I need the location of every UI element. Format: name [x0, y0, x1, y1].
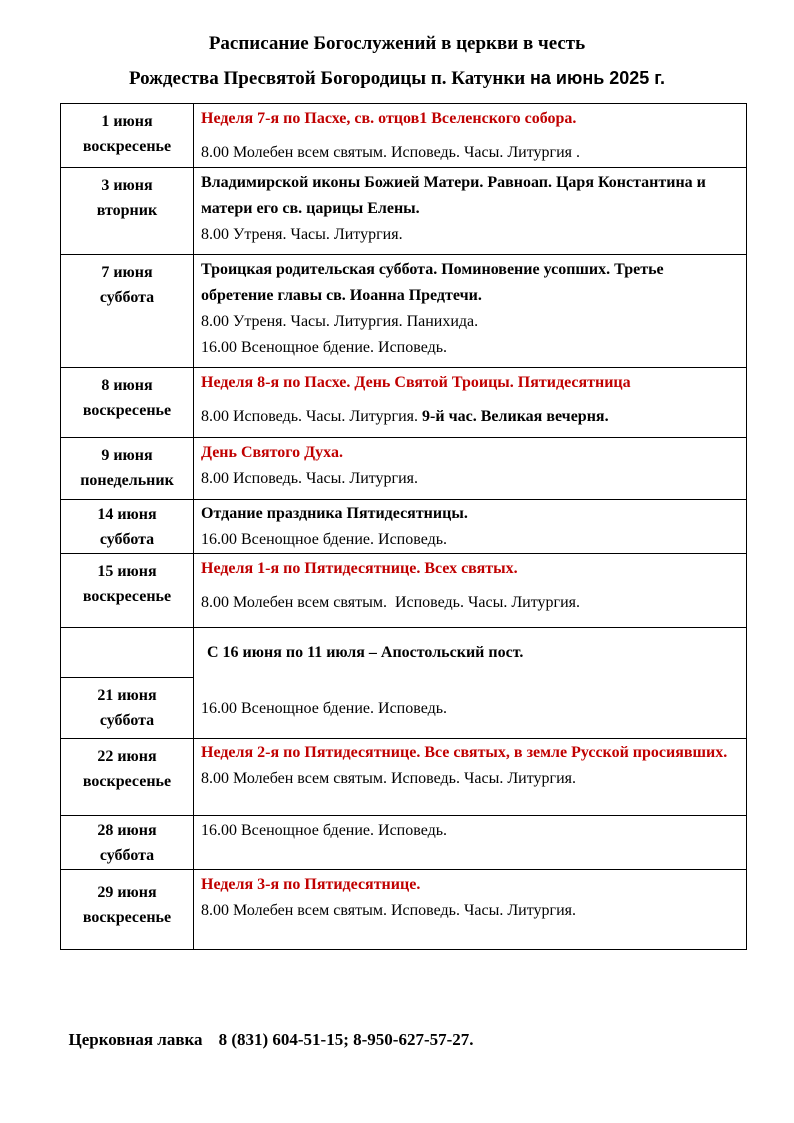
service-time-line: 16.00 Всенощное бдение. Исповедь.	[201, 339, 448, 356]
fast-notice: С 16 июня по 11 июля – Апостольский пост.	[207, 644, 524, 661]
service-time-line: 16.00 Всенощное бдение. Исповедь.	[201, 700, 448, 717]
service-time-line	[201, 404, 738, 430]
table-row	[61, 554, 747, 628]
date-cell	[61, 168, 194, 255]
table-row	[61, 628, 747, 678]
date-weekday: воскресенье	[82, 773, 172, 790]
feast-title: Неделя 2-я по Пятидесятнице. Все святых, в земле Русской просиявших.	[201, 744, 728, 761]
date-weekday: вторник	[96, 202, 158, 219]
phone-numbers: 8 (831) 604-51-15; 8-950-627-57-27.	[218, 1030, 474, 1049]
date-weekday: воскресенье	[82, 909, 172, 926]
service-time-line: 16.00 Всенощное бдение. Исповедь.	[201, 822, 448, 839]
table-row	[61, 368, 747, 438]
date-weekday: воскресенье	[82, 588, 172, 605]
date-day: 15 июня	[97, 563, 157, 580]
table-row	[61, 870, 747, 950]
date-day: 14 июня	[97, 506, 157, 523]
date-cell	[61, 368, 194, 438]
page-title-line2	[0, 68, 794, 90]
date-day: 8 июня	[101, 377, 153, 394]
date-cell	[61, 255, 194, 368]
date-cell	[61, 870, 194, 950]
table-row	[61, 500, 747, 554]
page-title-line2-main: Рождества Пресвятой Богородицы п. Катунки	[129, 68, 530, 89]
service-time-line: 8.00 Исповедь. Часы. Литургия.	[201, 470, 419, 487]
feast-title: Неделя 8-я по Пасхе. День Святой Троицы. Пятидесятница	[201, 374, 631, 391]
service-time-line: 8.00 Молебен всем святым. Исповедь. Часы. Литургия.	[201, 770, 576, 787]
services-cell	[194, 104, 747, 168]
table-row	[61, 816, 747, 870]
services-cell	[194, 554, 747, 628]
services-cell	[194, 816, 747, 870]
date-day: 29 июня	[97, 884, 157, 901]
page-title-line2-tail: на июнь 2025 г.	[530, 68, 665, 88]
feast-title: Владимирской иконы Божией Матери. Равноап. Царя Константина и матери его св. царицы Елены.	[201, 174, 710, 217]
date-cell	[61, 678, 194, 739]
feast-title: Неделя 1-я по Пятидесятнице. Всех святых.	[201, 560, 518, 577]
fast-notice-cell	[194, 628, 747, 739]
date-cell	[61, 739, 194, 816]
date-cell-empty	[61, 628, 194, 678]
services-cell	[194, 368, 747, 438]
date-weekday: суббота	[99, 712, 155, 729]
date-day: 3 июня	[101, 177, 153, 194]
church-shop-label: Церковная лавка	[68, 1030, 203, 1049]
page-title-line1: Расписание Богослужений в церкви в честь	[208, 33, 586, 54]
date-weekday: воскресенье	[82, 402, 172, 419]
date-weekday: воскресенье	[82, 138, 172, 155]
service-time-line: 8.00 Утреня. Часы. Литургия. Панихида.	[201, 313, 479, 330]
date-cell	[61, 554, 194, 628]
table-row	[61, 104, 747, 168]
feast-title: Неделя 7-я по Пасхе, св. отцов1 Вселенского собора.	[201, 110, 577, 127]
date-day: 21 июня	[97, 687, 157, 704]
date-cell	[61, 500, 194, 554]
date-weekday: суббота	[99, 289, 155, 306]
footer-contact	[60, 1010, 474, 1050]
table-row	[61, 255, 747, 368]
service-time-line: 8.00 Молебен всем святым. Исповедь. Часы. Литургия .	[201, 144, 580, 161]
service-schedule-table	[60, 103, 747, 950]
service-time-text: 8.00 Исповедь. Часы. Литургия.	[201, 408, 423, 425]
service-time-line: 8.00 Утреня. Часы. Литургия.	[201, 226, 403, 243]
feast-title: День Святого Духа.	[201, 444, 343, 461]
table-row	[61, 739, 747, 816]
date-cell	[61, 438, 194, 500]
table-row	[61, 438, 747, 500]
services-cell	[194, 739, 747, 816]
table-row	[61, 168, 747, 255]
services-cell	[194, 168, 747, 255]
date-weekday: суббота	[99, 847, 155, 864]
services-cell	[194, 438, 747, 500]
date-day: 22 июня	[97, 748, 157, 765]
feast-title: Неделя 3-я по Пятидесятнице.	[201, 876, 421, 893]
date-cell	[61, 816, 194, 870]
service-time-line: 8.00 Молебен всем святым. Исповедь. Часы. Литургия.	[201, 594, 580, 611]
date-day: 28 июня	[97, 822, 157, 839]
service-time-line: 16.00 Всенощное бдение. Исповедь.	[201, 531, 448, 548]
date-day: 1 июня	[101, 113, 153, 130]
feast-title: Отдание праздника Пятидесятницы.	[201, 505, 468, 522]
date-cell	[61, 104, 194, 168]
date-weekday: понедельник	[80, 472, 174, 489]
date-day: 9 июня	[101, 447, 153, 464]
feast-title: Троицкая родительская суббота. Поминовение усопших. Третье обретение главы св. Иоанна Предтечи.	[201, 261, 668, 304]
service-time-bold-text: 9-й час. Великая вечерня.	[422, 408, 609, 425]
services-cell	[194, 500, 747, 554]
date-day: 7 июня	[101, 264, 153, 281]
date-weekday: суббота	[99, 531, 155, 548]
services-cell	[194, 255, 747, 368]
services-cell	[194, 870, 747, 950]
service-time-line: 8.00 Молебен всем святым. Исповедь. Часы. Литургия.	[201, 902, 576, 919]
